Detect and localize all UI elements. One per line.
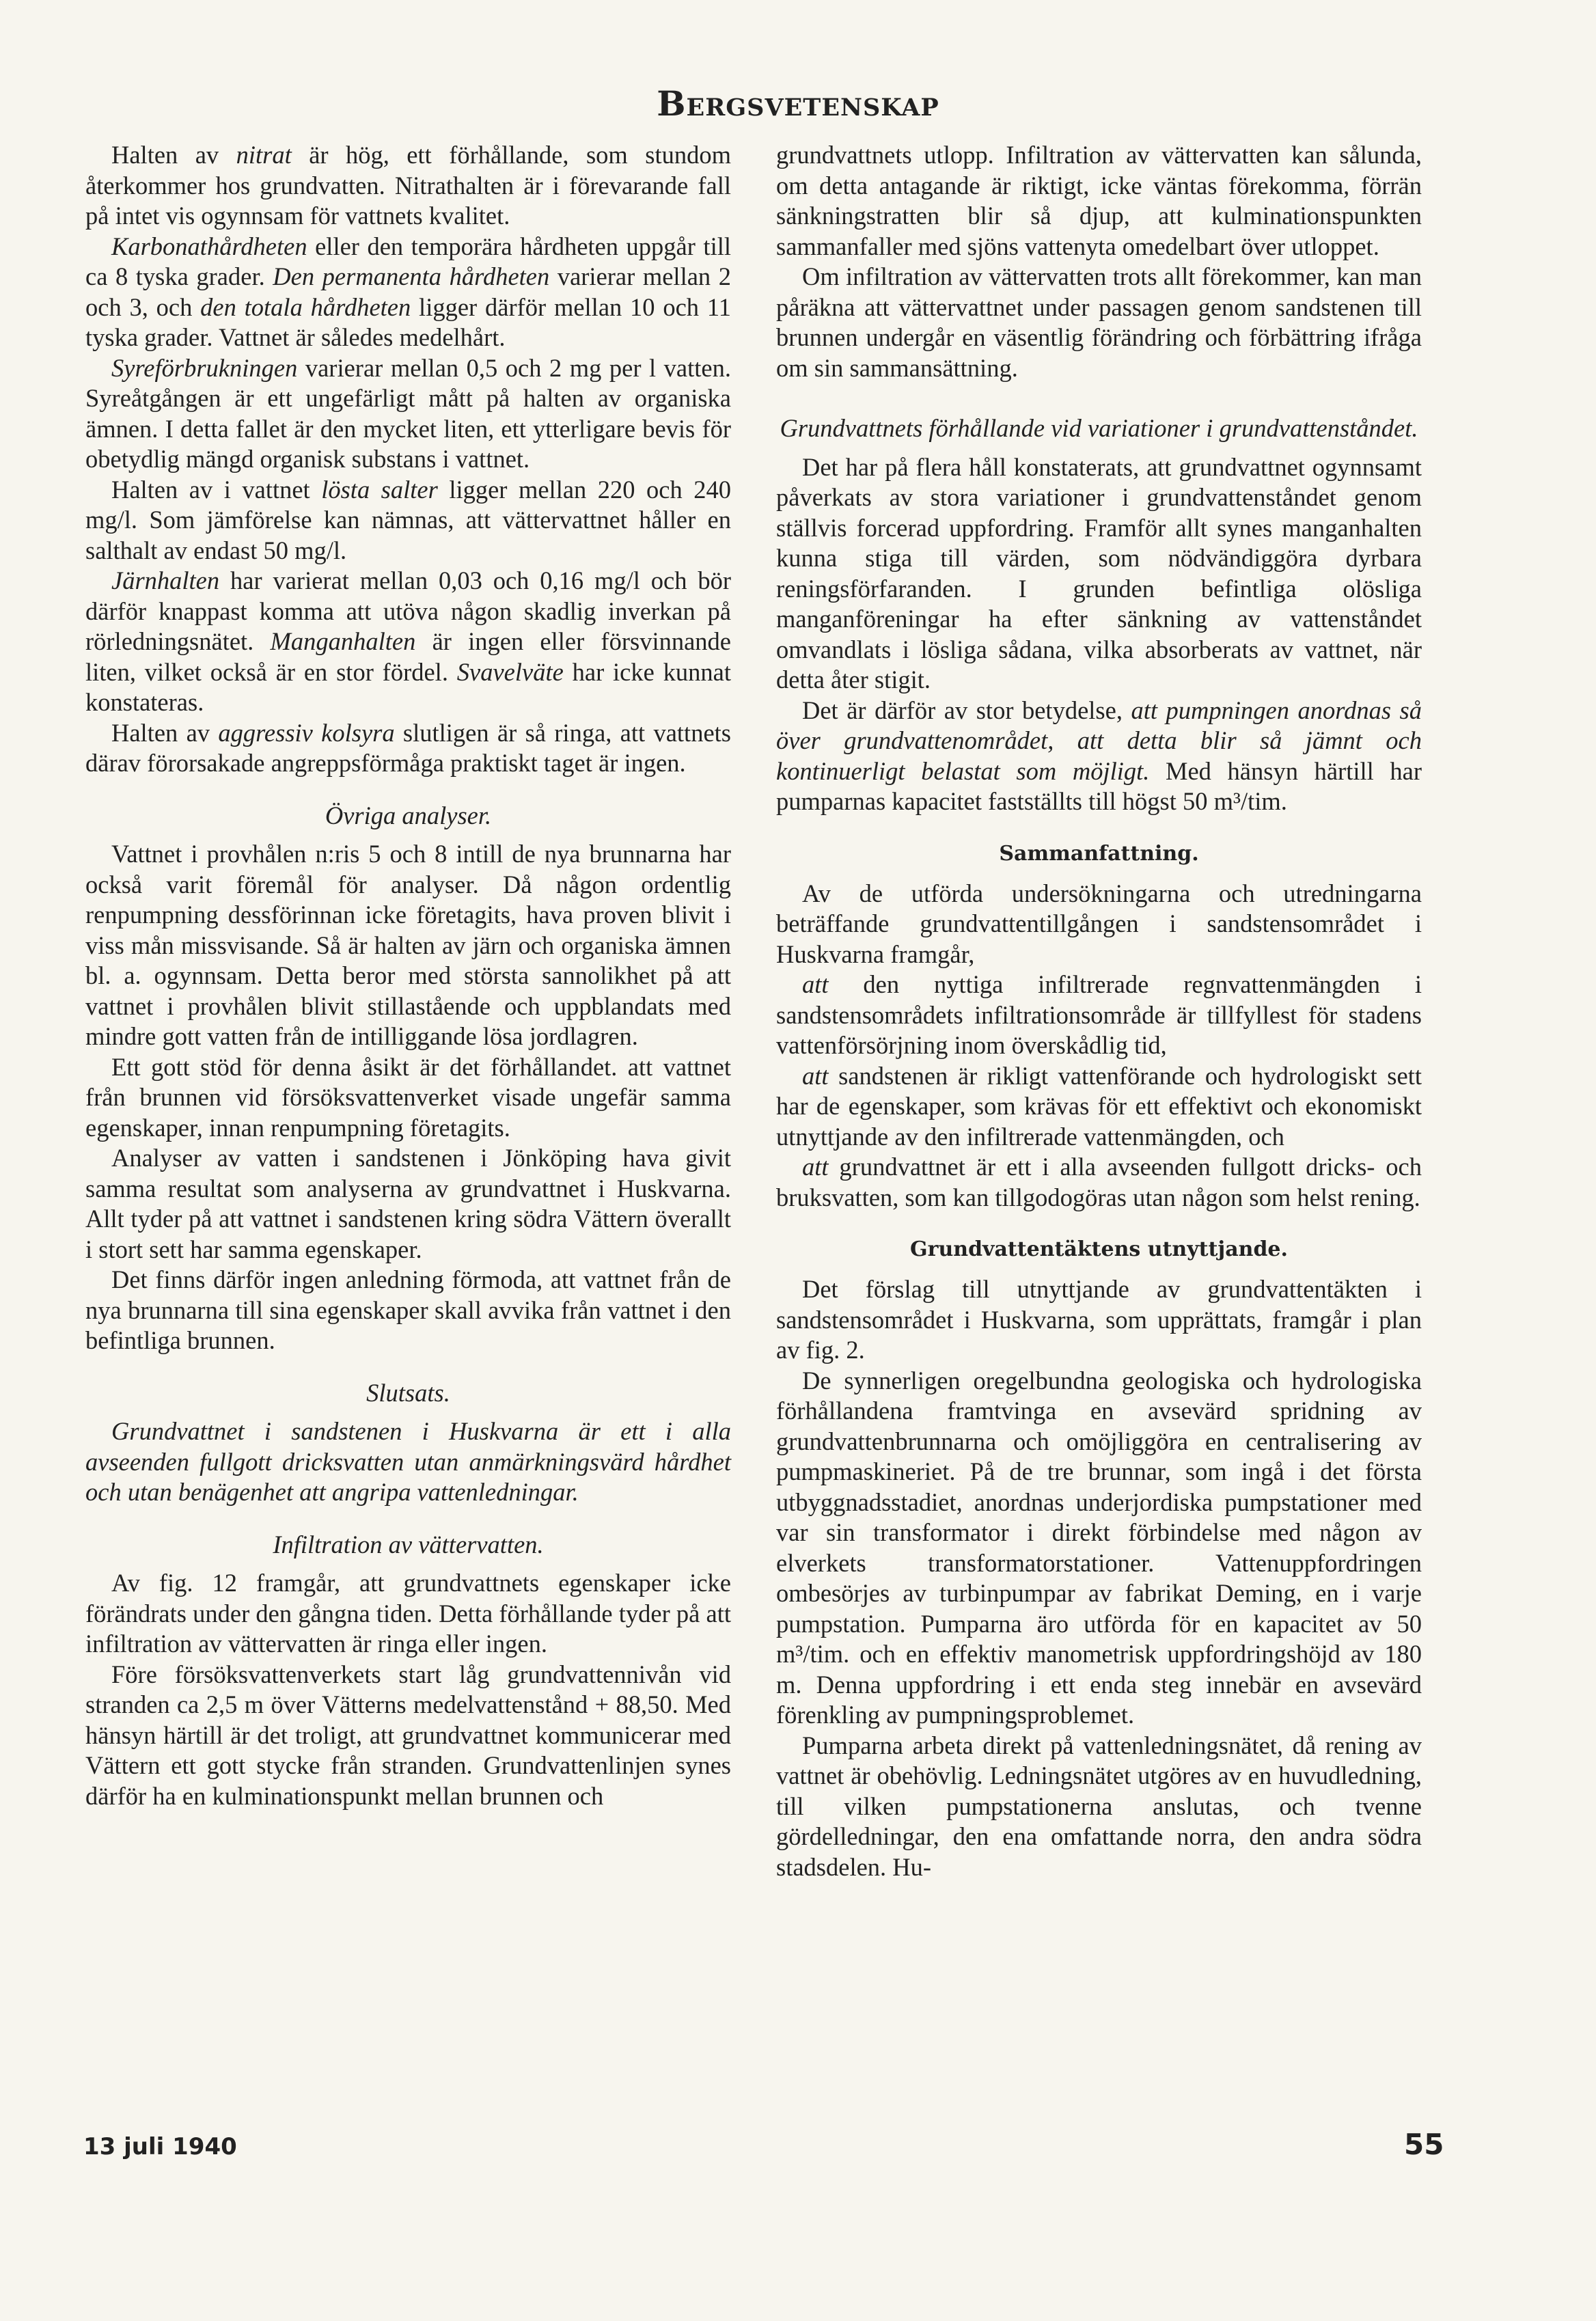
paragraph: att grundvattnet är ett i alla avseenden fullgott dricks- och bruksvatten, som kan tillgodogöras utan någon som helst rening.: [776, 1153, 1422, 1211]
issue-date: 13 juli 1940: [83, 2133, 237, 2160]
paragraph: Ett gott stöd för denna åsikt är det förhållandet. att vattnet från brunnen vid försöksvattenverket visade ungefär samma egenskaper, innan renpumpning företagits.: [85, 1052, 731, 1142]
section-heading: Övriga analyser.: [325, 801, 492, 829]
conclusion-text: Grundvattnet i sandstenen i Huskvarna är ett i alla avseenden fullgott dricksvatten utan anmärkningsvärd hårdhet och utan benägenhet att angripa vattenledningar.: [85, 1417, 731, 1506]
paragraph: Före försöksvattenverkets start låg grundvattennivån vid stranden ca 2,5 m över Vätterns medelvattenstånd + 88,50. Med hänsyn härtill är det troligt, att grundvattnet kommunicerar med Vättern ett gott stycke från stranden. Grundvattenlinjen synes därför ha en kulminationspunkt mellan brunnen och: [85, 1660, 731, 1810]
right-column: [776, 140, 1422, 1882]
page-number: 55: [1404, 2128, 1444, 2161]
paragraph: Karbonathårdheten eller den temporära hårdheten uppgår till ca 8 tyska grader. Den permanenta hårdheten varierar mellan 2 och 3, och den totala hårdheten ligger därför mellan 10 och 11 tyska grader. Vattnet är således medelhårt.: [85, 232, 731, 351]
paragraph: Halten av i vattnet lösta salter ligger mellan 220 och 240 mg/l. Som jämförelse kan nämnas, att vättervattnet håller en salthalt av endast 50 mg/l.: [85, 475, 731, 564]
paragraph: Det har på flera håll konstaterats, att grundvattnet ogynnsamt påverkats av stora variationer i grundvattenståndet genom ställvis forcerad uppfordring. Framför allt synes manganhalten kunna stiga till värden, som nödvändiggöra dyrbara reningsförfaranden. I grunden befintliga olösliga manganföreningar ha efter sänkning av vattenståndet omvandlats i lösliga sådana, vilka absorberats av vattnet, när detta åter stigit.: [776, 452, 1422, 693]
paragraph: Syreförbrukningen varierar mellan 0,5 och 2 mg per l vatten. Syreåtgången är ett ungefärligt mått på halten av organiska ämnen. I detta fallet är den mycket liten, ett ytterligare bevis för obetydlig mängd organisk substans i vattnet.: [85, 353, 731, 473]
paragraph: grundvattnets utlopp. Infiltration av vättervatten kan sålunda, om detta antagande är riktigt, icke väntas förekomma, förrän sänkningstratten blir så djup, att kulminationspunkten sammanfaller med sjöns vattenyta omedelbart över utloppet.: [776, 141, 1422, 260]
paragraph: Det är därför av stor betydelse, att pumpningen anordnas så över grundvattenområdet, att detta blir så jämnt och kontinuerligt belastat som möjligt. Med hänsyn härtill har pumparnas kapacitet fastställts till högst 50 m³/tim.: [776, 696, 1422, 815]
paragraph: Av de utförda undersökningarna och utredningarna beträffande grundvattentillgången i sandstensområdet i Huskvarna framgår,: [776, 879, 1422, 968]
paragraph: att den nyttiga infiltrerade regnvattenmängden i sandstensområdets infiltrationsområde är tillfyllest för stadens vattenförsörjning inom överskådlig tid,: [776, 970, 1422, 1059]
paragraph: De synnerligen oregelbundna geologiska och hydrologiska förhållandena framtvinga en avsevärd spridning av grundvattenbrunnarna och omöjliggöra en centralisering av pumpmaskineriet. På de tre brunnar, som ingå i det första utbyggnadsstadiet, anordnas underjordiska pumpstationer med var sin transformator i direkt förbindelse med någon av elverkets transformatorstationer. Vattenuppfordringen ombesörjes av turbinpumpar av fabrikat Deming, en i varje pumpstation. Pumparna äro utförda för en kapacitet av 50 m³/tim. och en effektiv manometrisk uppfordringshöjd av 180 m. Denna uppfordring i ett enda steg innebär en avsevärd förenkling av pumpningsproblemet.: [776, 1366, 1422, 1729]
section-heading-bold: Grundvattentäktens utnyttjande.: [910, 1237, 1288, 1261]
paragraph: Halten av aggressiv kolsyra slutligen är så ringa, att vattnets därav förorsakade angreppsförmåga praktiskt taget är ingen.: [85, 718, 731, 777]
section-heading: Infiltration av vättervatten.: [273, 1530, 544, 1558]
paragraph: att sandstenen är rikligt vattenförande och hydrologiskt sett har de egenskaper, som krävas för ett effektivt och ekonomiskt utnyttjande av den infiltrerade vattenmängden, och: [776, 1061, 1422, 1151]
journal-header: Bergsvetenskap: [657, 83, 939, 124]
section-heading: Grundvattnets förhållande vid variationer i grundvattenståndet.: [780, 414, 1418, 442]
paragraph: Vattnet i provhålen n:ris 5 och 8 intill de nya brunnarna har också varit föremål för analyser. Då någon ordentlig renpumpning dessförinnan icke företagits, hava proven blivit i viss mån missvisande. Så är halten av järn och organiska ämnen bl. a. ogynnsam. Detta beror med största sannolikhet på att vattnet i provhålen blivit stillastående och uppblandats med mindre gott vatten från de intilliggande lösa jordlagren.: [85, 840, 731, 1050]
paragraph: Pumparna arbeta direkt på vattenledningsnätet, då rening av vattnet är obehövlig. Ledningsnätet utgöres av en huvudledning, till vilken pumpstationerna anslutas, och tvenne gördelledningar, den ena omfattande norra, den andra södra stadsdelen. Hu-: [776, 1731, 1422, 1881]
paragraph: Analyser av vatten i sandstenen i Jönköping hava givit samma resultat som analyserna av grundvattnet i Huskvarna. Allt tyder på att vattnet i sandstenen kring södra Vättern överallt i stort sett har samma egenskaper.: [85, 1144, 731, 1263]
section-heading: Slutsats.: [366, 1378, 450, 1407]
paragraph: Om infiltration av vättervatten trots allt förekommer, kan man påräkna att vättervattnet under passagen genom sandstenen till brunnen undergår en väsentlig förändring och förbättring ifråga om sin sammansättning.: [776, 262, 1422, 382]
left-column: [85, 140, 731, 1811]
paragraph: Halten av nitrat är hög, ett förhållande, som stundom återkommer hos grundvatten. Nitrathalten är i förevarande fall på intet vis ogynnsam för vattnets kvalitet.: [85, 141, 731, 230]
section-heading-bold: Sammanfattning.: [999, 841, 1199, 866]
paragraph: Järnhalten har varierat mellan 0,03 och 0,16 mg/l och bör därför knappast komma att utöva någon skadlig inverkan på rörledningsnätet. Manganhalten är ingen eller försvinnande liten, vilket också är en stor fördel. Svavelväte har icke kunnat konstateras.: [85, 566, 731, 716]
paragraph: Det förslag till utnyttjande av grundvattentäkten i sandstensområdet i Huskvarna, som upprättats, framgår i plan av fig. 2.: [776, 1275, 1422, 1364]
paragraph: Av fig. 12 framgår, att grundvattnets egenskaper icke förändrats under den gångna tiden. Detta förhållande tyder på att infiltration av vättervatten är ringa eller ingen.: [85, 1569, 731, 1658]
paragraph: Det finns därför ingen anledning förmoda, att vattnet från de nya brunnarna till sina egenskaper skall avvika från vattnet i den befintliga brunnen.: [85, 1265, 731, 1354]
